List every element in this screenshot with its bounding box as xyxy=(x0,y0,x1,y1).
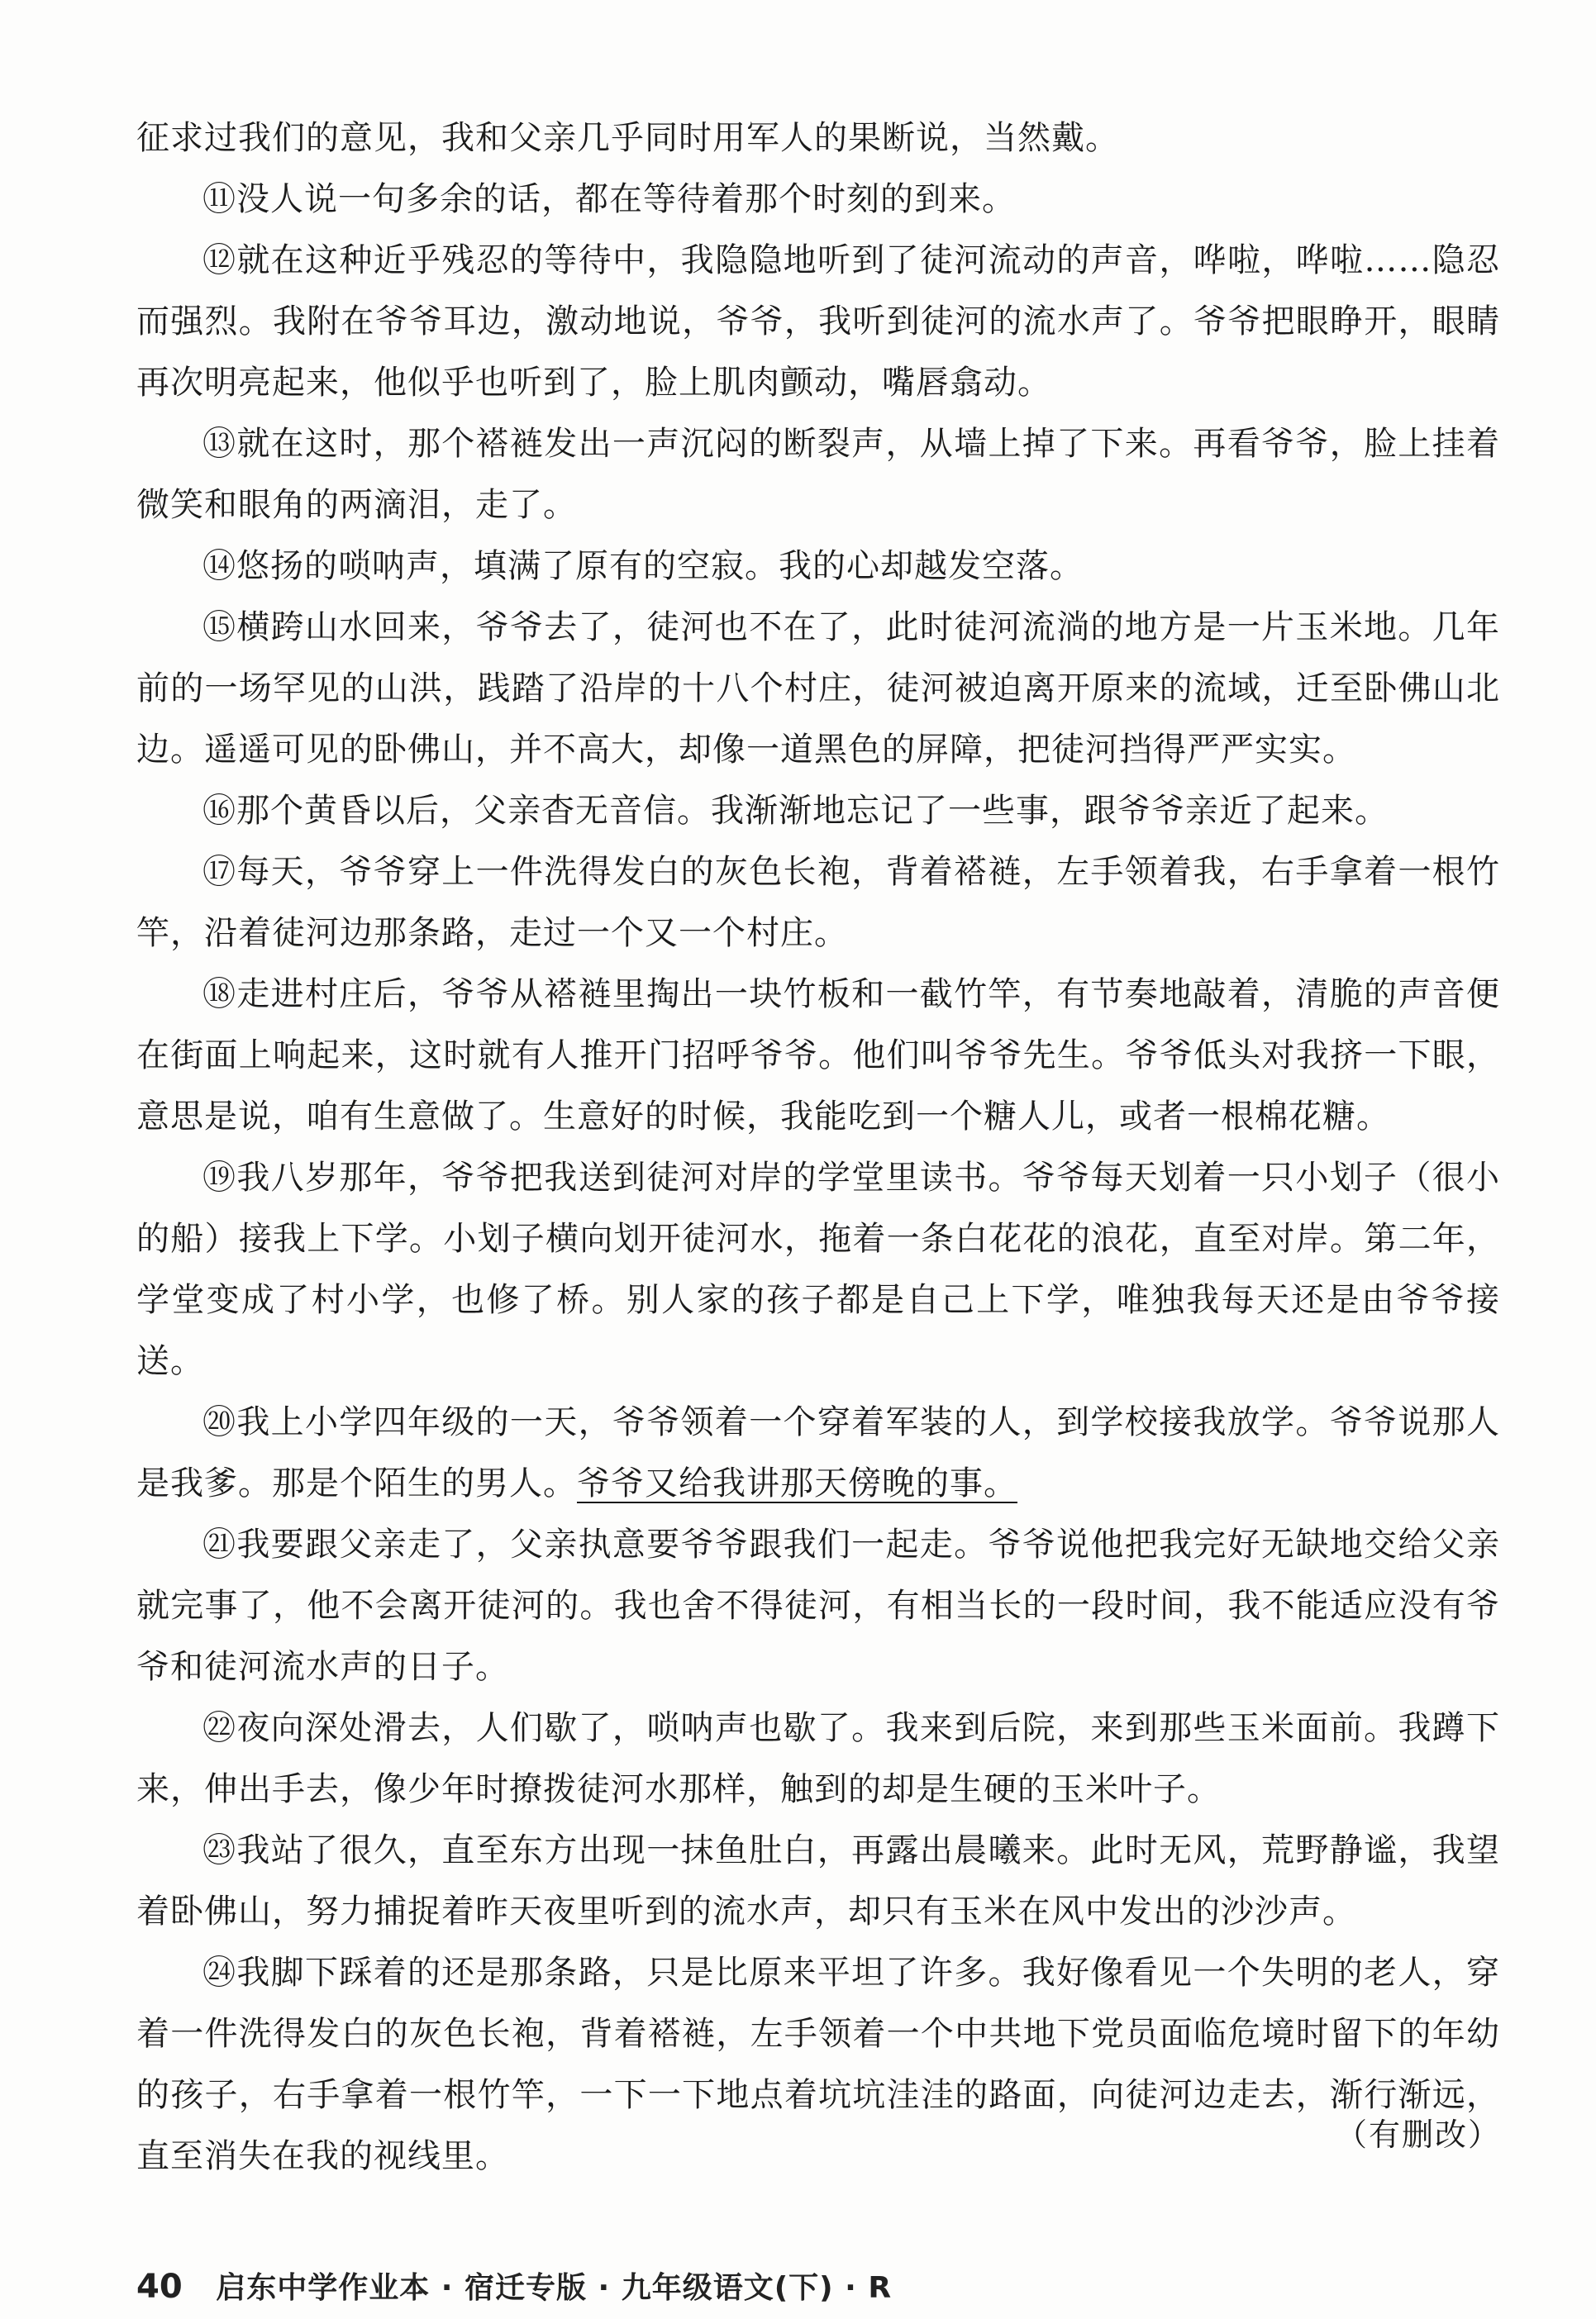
paragraph-14: ⑭悠扬的唢呐声，填满了原有的空寂。我的心却越发空落。 xyxy=(202,547,1084,585)
paragraph-12: ⑫就在这种近乎残忍的等待中，我隐隐地听到了徒河流动的声音，哗啦，哗啦……隐忍而强烈。我附在爷爷耳边，激动地说，爷爷，我听到徒河的流水声了。爷爷把眼睁开，眼睛再次明亮起来，他似乎也听到了，脸上肌肉颤动，嘴唇翕动。 xyxy=(136,241,1500,402)
paragraph-20 xyxy=(136,1392,1500,1514)
paragraph-24: ㉔我脚下踩着的还是那条路，只是比原来平坦了许多。我好像看见一个失明的老人，穿着一件洗得发白的灰色长袍，背着褡裢，左手领着一个中共地下党员面临危境时留下的年幼的孩子，右手拿着一根竹竿，一下一下地点着坑坑洼洼的路面，向徒河边走去，渐行渐远，直至消失在我的视线里。 xyxy=(136,1954,1500,2175)
book-title: 启东中学作业本 · 宿迁专版 · 九年级语文(下) · R xyxy=(216,2271,893,2305)
paragraph-17: ⑰每天，爷爷穿上一件洗得发白的灰色长袍，背着褡裢，左手领着我，右手拿着一根竹竿，沿着徒河边那条路，走过一个又一个村庄。 xyxy=(136,853,1500,952)
source-note: （有删改） xyxy=(1335,2117,1501,2153)
underlined-sentence: 爷爷又给我讲那天傍晚的事。 xyxy=(577,1464,1017,1502)
paragraph-20-text: ⑳我上小学四年级的一天，爷爷领着一个穿着军装的人，到学校接我放学。爷爷说那人是我爹。那是个陌生的男人。 xyxy=(136,1403,1500,1502)
article-body xyxy=(136,107,1500,2187)
paragraph-19: ⑲我八岁那年，爷爷把我送到徒河对岸的学堂里读书。爷爷每天划着一只小划子（很小的船）接我上下学。小划子横向划开徒河水，拖着一条白花花的浪花，直至对岸。第二年，学堂变成了村小学，也修了桥。别人家的孩子都是自己上下学，唯独我每天还是由爷爷接送。 xyxy=(136,1159,1500,1380)
paragraph-10-end: 征求过我们的意见，我和父亲几乎同时用军人的果断说，当然戴。 xyxy=(136,119,1119,157)
paragraph-23: ㉓我站了很久，直至东方出现一抹鱼肚白，再露出晨曦来。此时无风，荒野静谧，我望着卧佛山，努力捕捉着昨天夜里听到的流水声，却只有玉米在风中发出的沙沙声。 xyxy=(136,1831,1500,1931)
paragraph-18: ⑱走进村庄后，爷爷从褡裢里掏出一块竹板和一截竹竿，有节奏地敲着，清脆的声音便在街面上响起来，这时就有人推开门招呼爷爷。他们叫爷爷先生。爷爷低头对我挤一下眼，意思是说，咱有生意做了。生意好的时候，我能吃到一个糖人儿，或者一根棉花糖。 xyxy=(136,975,1500,1136)
paragraph-11: ⑪没人说一句多余的话，都在等待着那个时刻的到来。 xyxy=(202,180,1016,218)
paragraph-15: ⑮横跨山水回来，爷爷去了，徒河也不在了，此时徒河流淌的地方是一片玉米地。几年前的一场罕见的山洪，践踏了沿岸的十八个村庄，徒河被迫离开原来的流域，迁至卧佛山北边。遥遥可见的卧佛山，并不高大，却像一道黑色的屏障，把徒河挡得严严实实。 xyxy=(136,608,1500,769)
page-number: 40 xyxy=(136,2268,183,2306)
paragraph-16: ⑯那个黄昏以后，父亲杳无音信。我渐渐地忘记了一些事，跟爷爷亲近了起来。 xyxy=(202,792,1389,830)
paragraph-22: ㉒夜向深处滑去，人们歇了，唢呐声也歇了。我来到后院，来到那些玉米面前。我蹲下来，伸出手去，像少年时撩拨徒河水那样，触到的却是生硬的玉米叶子。 xyxy=(136,1709,1500,1808)
page-footer xyxy=(136,2264,892,2307)
paragraph-13: ⑬就在这时，那个褡裢发出一声沉闷的断裂声，从墙上掉了下来。再看爷爷，脸上挂着微笑和眼角的两滴泪，走了。 xyxy=(136,425,1500,524)
paragraph-21: ㉑我要跟父亲走了，父亲执意要爷爷跟我们一起走。爷爷说他把我完好无缺地交给父亲就完事了，他不会离开徒河的。我也舍不得徒河，有相当长的一段时间，我不能适应没有爷爷和徒河流水声的日子。 xyxy=(136,1526,1500,1686)
